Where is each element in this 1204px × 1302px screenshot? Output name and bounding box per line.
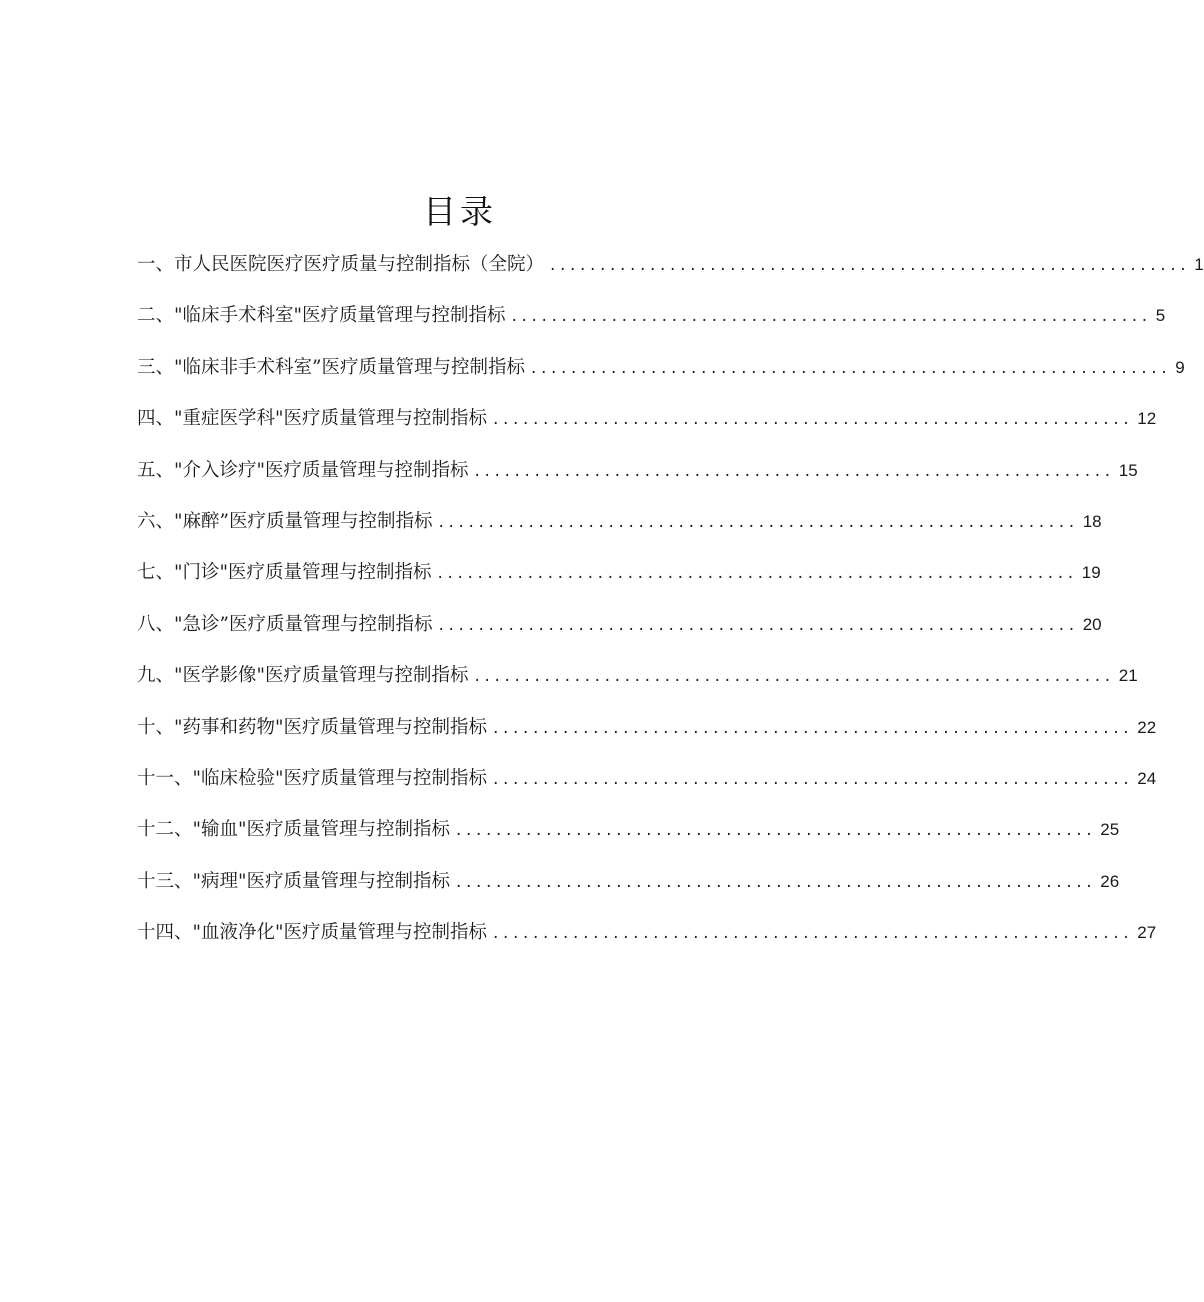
dot-leader: ................................................................ xyxy=(456,871,1097,892)
toc-entry-page-number: 5 xyxy=(1155,306,1166,326)
toc-entry[interactable] xyxy=(137,603,1102,654)
dot-leader: ................................................................ xyxy=(493,923,1134,944)
toc-entry-page-number: 22 xyxy=(1137,717,1157,737)
dot-leader: ................................................................ xyxy=(456,820,1097,841)
toc-entry[interactable] xyxy=(137,757,1157,808)
dot-leader: ................................................................ xyxy=(437,563,1078,584)
toc-entry[interactable] xyxy=(137,551,1101,602)
toc-entry-label: 四、"重症医学科"医疗质量管理与控制指标 xyxy=(137,408,488,430)
toc-entry-page-number: 1 xyxy=(1194,255,1204,274)
toc-entry[interactable] xyxy=(137,808,1120,859)
toc-entry-label: 十三、"病理"医疗质量管理与控制指标 xyxy=(137,870,451,892)
toc-entry-page-number: 15 xyxy=(1118,460,1138,480)
toc-entry-page-number: 27 xyxy=(1137,923,1157,943)
dot-leader: ................................................................ xyxy=(438,614,1079,635)
toc-entry-label: 五、"介入诊疗"医疗质量管理与控制指标 xyxy=(137,459,469,481)
toc-entry-label: 七、"门诊"医疗质量管理与控制指标 xyxy=(137,562,432,584)
toc-entry-label: 九、"医学影像"医疗质量管理与控制指标 xyxy=(137,665,469,687)
toc-entry[interactable] xyxy=(137,860,1120,911)
toc-entry-label: 十、"药事和药物"医疗质量管理与控制指标 xyxy=(137,716,488,738)
toc-entry-page-number: 21 xyxy=(1118,666,1138,686)
toc-entry-label: 三、"临床非手术科室”医疗质量管理与控制指标 xyxy=(137,356,525,378)
dot-leader: ................................................................ xyxy=(530,357,1172,378)
toc-entry-page-number: 9 xyxy=(1175,357,1185,377)
toc-entry[interactable] xyxy=(137,911,1157,962)
dot-leader: ................................................................ xyxy=(493,768,1134,789)
toc-entry-page-number: 24 xyxy=(1137,768,1157,788)
toc-entry-label: 二、"临床手术科室"医疗质量管理与控制指标 xyxy=(137,305,506,327)
toc-title: 目录 xyxy=(423,192,497,231)
dot-leader: ................................................................ xyxy=(493,409,1134,430)
toc-entry[interactable] xyxy=(137,706,1157,757)
dot-leader: ................................................................ xyxy=(474,460,1115,481)
toc-entry[interactable] xyxy=(137,654,1138,705)
toc-entry[interactable] xyxy=(137,449,1138,500)
toc-entry-label: 六、"麻醉”医疗质量管理与控制指标 xyxy=(137,510,433,532)
toc-entry-page-number: 26 xyxy=(1100,871,1120,891)
toc-entry-label: 十二、"输血"医疗质量管理与控制指标 xyxy=(137,819,451,841)
toc-entry-label: 一、市人民医院医疗医疗质量与控制指标（全院） xyxy=(137,254,545,275)
toc-entry-page-number: 12 xyxy=(1137,409,1157,429)
toc-entry-page-number: 18 xyxy=(1082,511,1102,531)
toc-entry[interactable] xyxy=(137,346,1185,397)
dot-leader: ................................................................ xyxy=(474,666,1115,687)
toc-entry-page-number: 20 xyxy=(1082,614,1102,634)
toc-list xyxy=(137,243,1204,962)
toc-entry-label: 八、"急诊”医疗质量管理与控制指标 xyxy=(137,613,433,635)
toc-entry[interactable] xyxy=(137,243,1204,294)
dot-leader: ................................................................ xyxy=(550,255,1191,275)
toc-entry-label: 十一、"临床检验"医疗质量管理与控制指标 xyxy=(137,767,488,789)
toc-entry-page-number: 25 xyxy=(1100,820,1120,840)
dot-leader: ................................................................ xyxy=(511,306,1152,327)
toc-entry[interactable] xyxy=(137,294,1166,345)
toc-entry-label: 十四、"血液净化"医疗质量管理与控制指标 xyxy=(137,922,488,944)
dot-leader: ................................................................ xyxy=(438,511,1079,532)
dot-leader: ................................................................ xyxy=(493,717,1134,738)
toc-entry[interactable] xyxy=(137,500,1102,551)
toc-entry[interactable] xyxy=(137,397,1157,448)
toc-entry-page-number: 19 xyxy=(1081,563,1101,583)
